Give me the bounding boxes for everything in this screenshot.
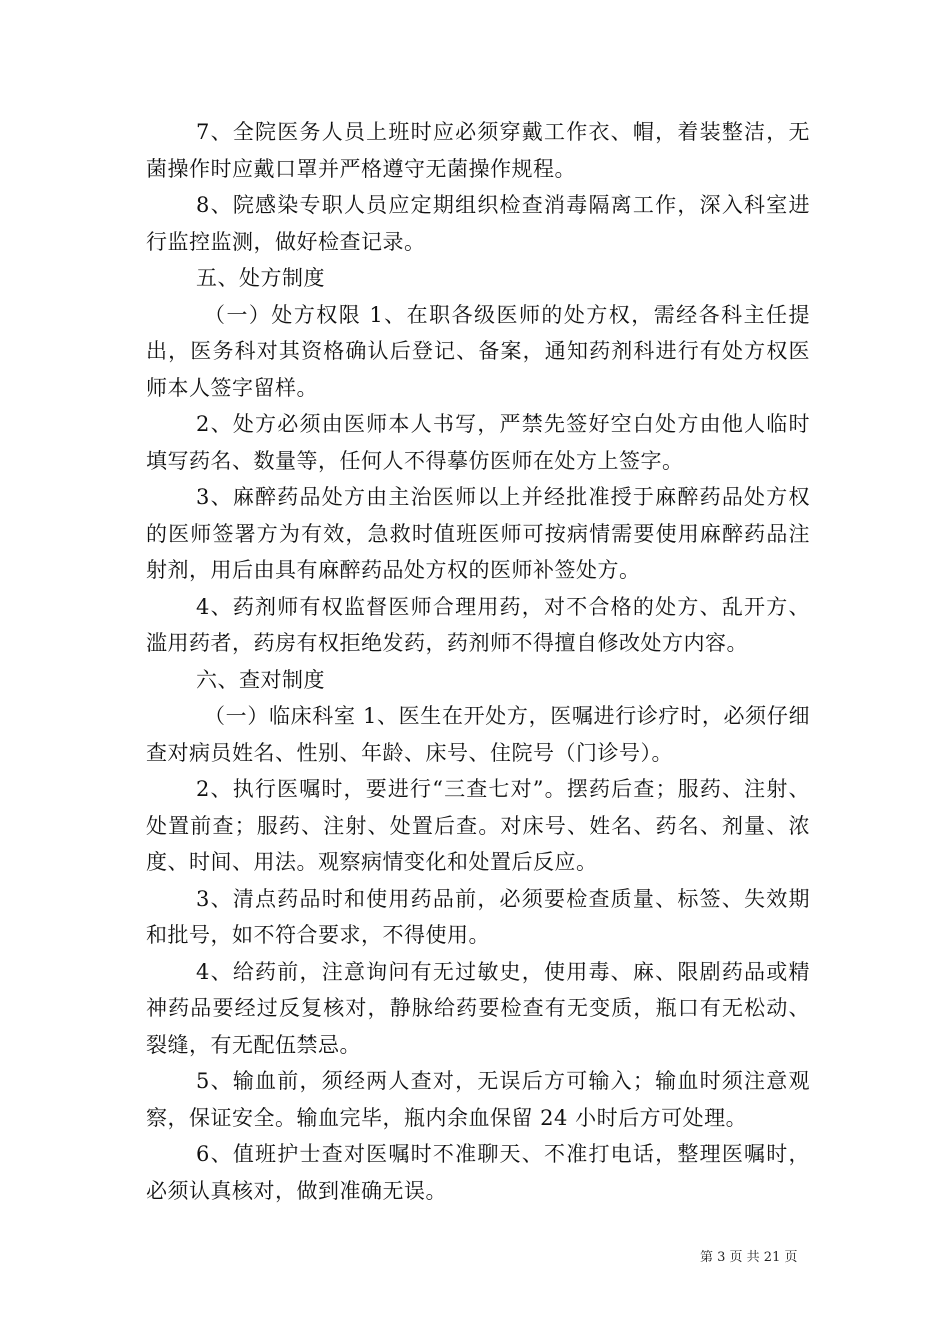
paragraph-prescription-authority: （一）处方权限 1、在职各级医师的处方权，需经各科主任提出，医务科对其资格确认后登记、备案，通知药剂科进行有处方权医师本人签字留样。: [146, 302, 810, 400]
paragraph-duty-nurse: 6、值班护士查对医嘱时不准聊天、不准打电话，整理医嘱时，必须认真核对，做到准确无误。: [146, 1142, 810, 1203]
paragraph-three-checks-seven-verifications: 2、执行医嘱时，要进行“三查七对”。摆药后查；服药、注射、处置前查；服药、注射、处置后查。对床号、姓名、药名、剂量、浓度、时间、用法。观察病情变化和处置后反应。: [146, 777, 810, 874]
paragraph-anesthetic-prescription: 3、麻醉药品处方由主治医师以上并经批准授于麻醉药品处方权的医师签署方为有效，急救时值班医师可按病情需要使用麻醉药品注射剂，用后由具有麻醉药品处方权的医师补签处方。: [146, 485, 810, 582]
paragraph-pharmacist-supervision: 4、药剂师有权监督医师合理用药，对不合格的处方、乱开方、滥用药者，药房有权拒绝发药，药剂师不得擅自修改处方内容。: [146, 594, 810, 655]
document-body: [146, 114, 810, 1209]
section-heading-verification-system: 六、查对制度: [196, 667, 325, 692]
paragraph-8-infection-control: 8、院感染专职人员应定期组织检查消毒隔离工作，深入科室进行监控监测，做好检查记录。: [146, 193, 810, 254]
paragraph-7-work-attire: 7、全院医务人员上班时应必须穿戴工作衣、帽，着装整洁，无菌操作时应戴口罩并严格遵守无菌操作规程。: [146, 120, 810, 181]
paragraph-clinical-verification: （一）临床科室 1、医生在开处方，医嘱进行诊疗时，必须仔细查对病员姓名、性别、年龄、床号、住院号（门诊号）。: [146, 704, 810, 765]
paragraph-allergy-check: 4、给药前，注意询问有无过敏史，使用毒、麻、限剧药品或精神药品要经过反复核对，静脉给药要检查有无变质，瓶口有无松动、裂缝，有无配伍禁忌。: [146, 959, 810, 1057]
paragraph-prescription-writing: 2、处方必须由医师本人书写，严禁先签好空白处方由他人临时填写药名、数量等，任何人不得摹仿医师在处方上签字。: [146, 412, 810, 473]
paragraph-drug-inspection: 3、清点药品时和使用药品前，必须要检查质量、标签、失效期和批号，如不符合要求，不得使用。: [146, 886, 810, 947]
section-heading-prescription-system: 五、处方制度: [196, 266, 325, 290]
paragraph-blood-transfusion: 5、输血前，须经两人查对，无误后方可输入；输血时须注意观察，保证安全。输血完毕，瓶内余血保留 24 小时后方可处理。: [146, 1069, 810, 1130]
page-number-footer: 第 3 页 共 21 页: [700, 1250, 798, 1265]
